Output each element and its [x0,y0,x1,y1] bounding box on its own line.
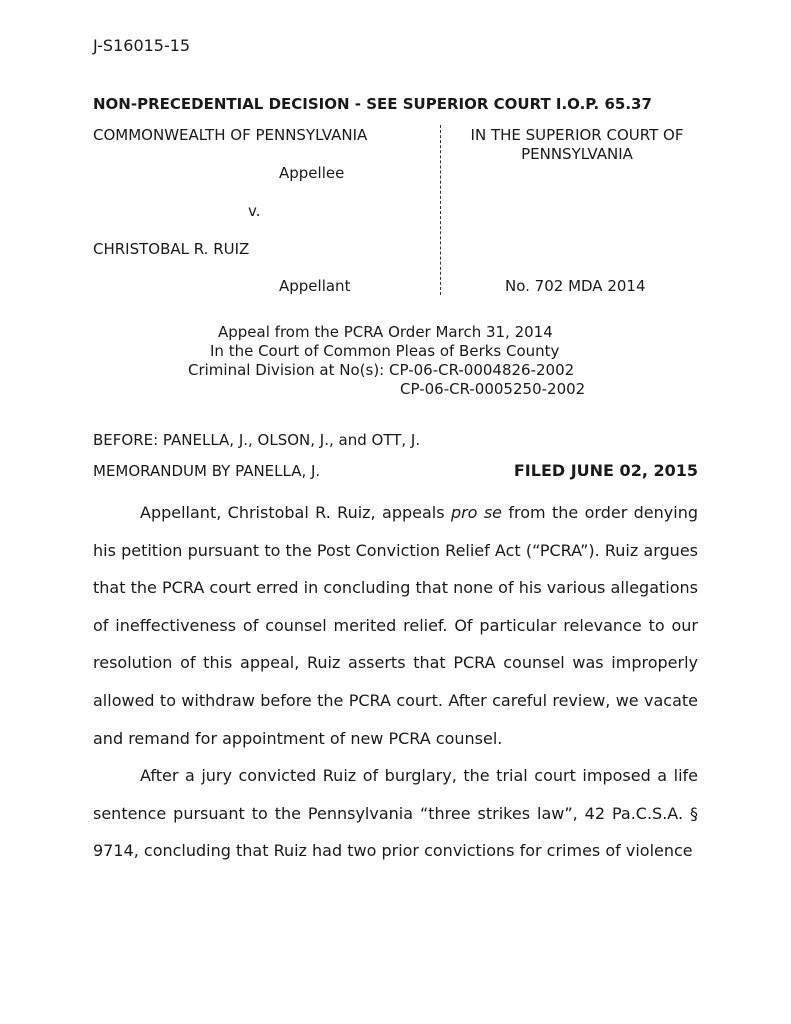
filed-date: FILED JUNE 02, 2015 [513,461,698,480]
appellee-role: Appellee [279,164,345,182]
paragraph-1 [93,494,698,757]
appeal-line-1: Appeal from the PCRA Order March 31, 2014 [218,323,553,341]
non-precedential-banner: NON-PRECEDENTIAL DECISION - SEE SUPERIOR COURT I.O.P. 65.37 [93,95,652,113]
appeal-line-4: CP-06-CR-0005250-2002 [400,380,586,398]
paragraph-2: After a jury convicted Ruiz of burglary, the trial court imposed a life sentence pursuant to the Pennsylvania “three strikes law”, 42 Pa.C.S.A. § 9714, concluding that Ruiz had two prior convictions for crimes of violence [93,766,698,861]
versus-label: v. [248,202,261,220]
appellee-name: COMMONWEALTH OF PENNSYLVANIA [93,126,368,144]
paragraph-1-text-b: from the order denying his petition pursuant to the Post Conviction Relief Act (“PCRA”). Ruiz argues that the PCRA court erred in concluding that none of his various allegations of ineffectiveness of counsel merited relief. Of particular relevance to our resolution of this appeal, Ruiz asserts that PCRA counsel was improperly allowed to withdraw before the PCRA court. After careful review, we vacate and remand for appointment of new PCRA counsel. [93,503,698,748]
appellant-role: Appellant [279,277,351,295]
caption-divider [440,125,441,295]
case-number: No. 702 MDA 2014 [505,277,646,295]
appellant-name: CHRISTOBAL R. RUIZ [93,240,250,258]
court-name-line2: PENNSYLVANIA [521,145,633,163]
memorandum-author: MEMORANDUM BY PANELLA, J. [93,462,321,480]
court-name-line1: IN THE SUPERIOR COURT OF [470,126,684,144]
appeal-line-2: In the Court of Common Pleas of Berks County [210,342,560,360]
appeal-line-3: Criminal Division at No(s): CP-06-CR-0004826-2002 [188,361,575,379]
paragraph-1-italic: pro se [450,503,503,522]
paragraph-1-text-a: Appellant, Christobal R. Ruiz, appeals [140,503,451,522]
opinion-body [93,494,698,870]
docket-id: J-S16015-15 [93,36,191,55]
panel-before: BEFORE: PANELLA, J., OLSON, J., and OTT, J. [93,431,421,449]
